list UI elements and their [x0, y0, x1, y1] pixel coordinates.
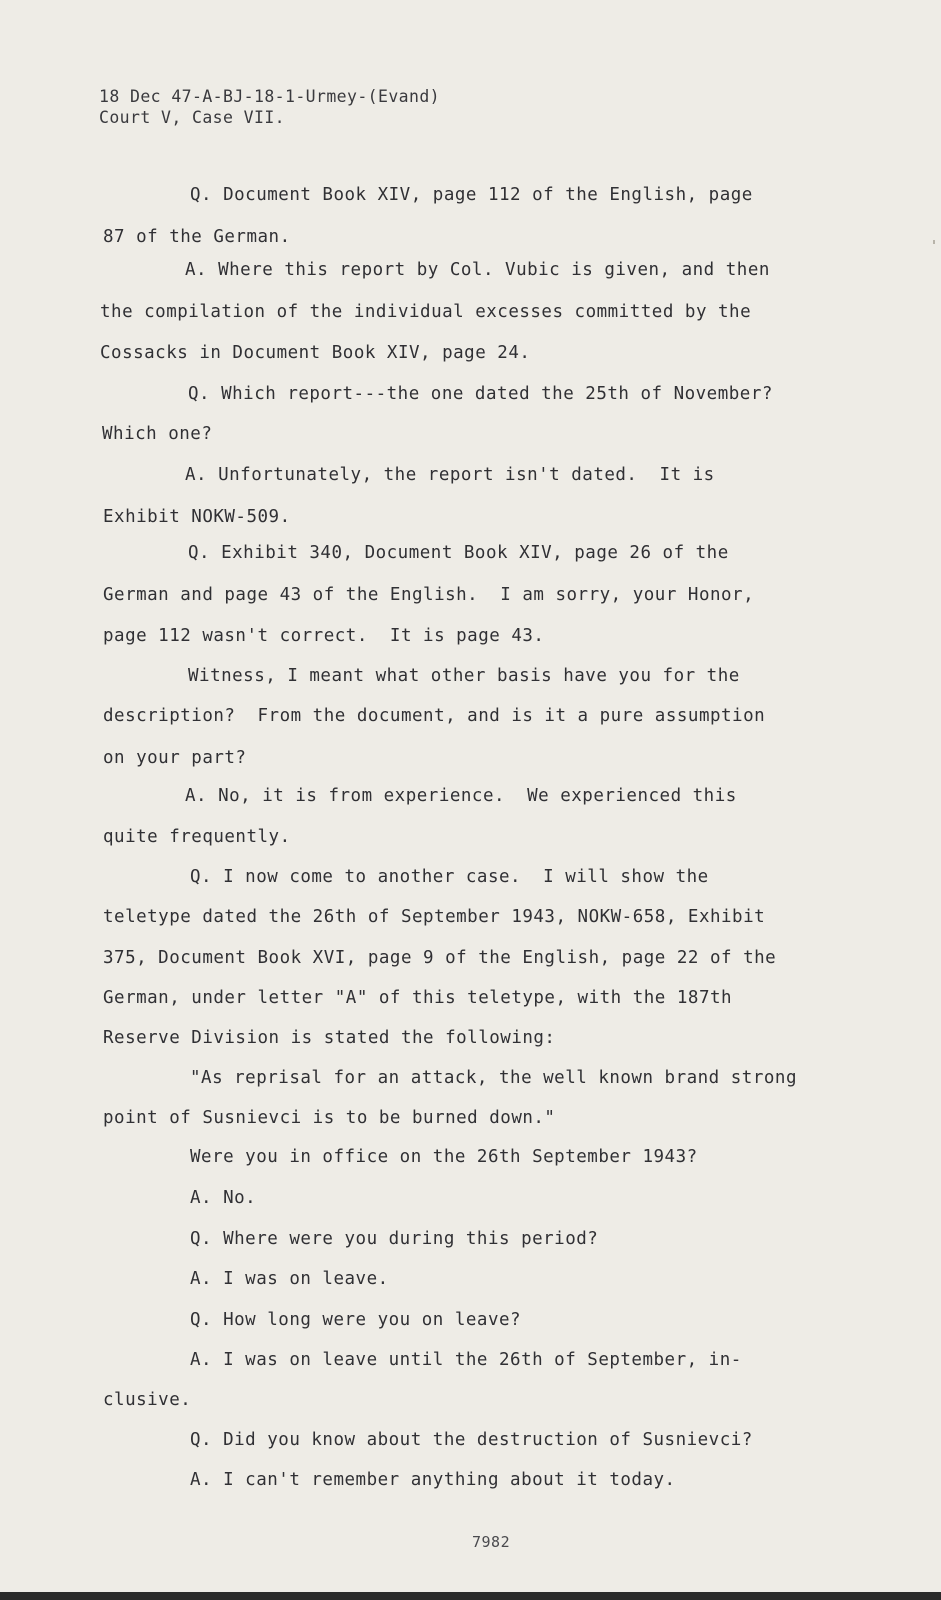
transcript-line: German and page 43 of the English. I am sorry, your Honor,: [103, 585, 755, 605]
paper-mark: [933, 240, 935, 244]
transcript-line: Cossacks in Document Book XIV, page 24.: [100, 343, 531, 363]
transcript-line: A. Unfortunately, the report isn't dated. It is: [185, 465, 715, 485]
transcript-line: the compilation of the individual excesses committed by the: [100, 302, 752, 322]
transcript-line: Q. Exhibit 340, Document Book XIV, page 26 of the: [188, 543, 729, 563]
document-header: [99, 86, 440, 128]
transcript-line: 87 of the German.: [103, 227, 291, 247]
transcript-line: point of Susnievci is to be burned down.": [103, 1108, 556, 1128]
transcript-line: Q. Document Book XIV, page 112 of the English, page: [190, 185, 753, 205]
transcript-line: 375, Document Book XVI, page 9 of the English, page 22 of the: [103, 948, 777, 968]
scan-bottom-edge: [0, 1592, 941, 1600]
transcript-line: page 112 wasn't correct. It is page 43.: [103, 626, 545, 646]
transcript-line: Exhibit NOKW-509.: [103, 507, 291, 527]
transcript-line: Witness, I meant what other basis have you for the: [188, 666, 740, 686]
transcript-line: on your part?: [103, 748, 247, 768]
transcript-line: Q. How long were you on leave?: [190, 1310, 522, 1330]
transcript-line: description? From the document, and is it a pure assumption: [103, 706, 766, 726]
transcript-line: clusive.: [103, 1390, 192, 1410]
transcript-line: A. No.: [190, 1188, 257, 1208]
transcript-line: Q. Which report---the one dated the 25th of November?: [188, 384, 773, 404]
transcript-line: Q. Did you know about the destruction of Susnievci?: [190, 1430, 753, 1450]
header-court-case: Court V, Case VII.: [99, 108, 286, 127]
transcript-line: A. I was on leave until the 26th of September, in-: [190, 1350, 742, 1370]
transcript-line: German, under letter "A" of this teletype, with the 187th: [103, 988, 733, 1008]
transcript-line: Reserve Division is stated the following:: [103, 1028, 556, 1048]
transcript-line: A. No, it is from experience. We experienced this: [185, 786, 737, 806]
transcript-line: teletype dated the 26th of September 1943, NOKW-658, Exhibit: [103, 907, 766, 927]
transcript-line: Q. Where were you during this period?: [190, 1229, 599, 1249]
transcript-line: quite frequently.: [103, 827, 291, 847]
page-number: 7982: [472, 1533, 511, 1551]
transcript-line: A. I can't remember anything about it today.: [190, 1470, 676, 1490]
transcript-line: A. Where this report by Col. Vubic is given, and then: [185, 260, 770, 280]
transcript-line: "As reprisal for an attack, the well known brand strong: [190, 1068, 797, 1088]
header-reference: 18 Dec 47-A-BJ-18-1-Urmey-(Evand): [99, 87, 441, 106]
transcript-line: Q. I now come to another case. I will show the: [190, 867, 709, 887]
transcript-line: A. I was on leave.: [190, 1269, 389, 1289]
transcript-line: Were you in office on the 26th September 1943?: [190, 1147, 698, 1167]
transcript-line: Which one?: [102, 424, 213, 444]
